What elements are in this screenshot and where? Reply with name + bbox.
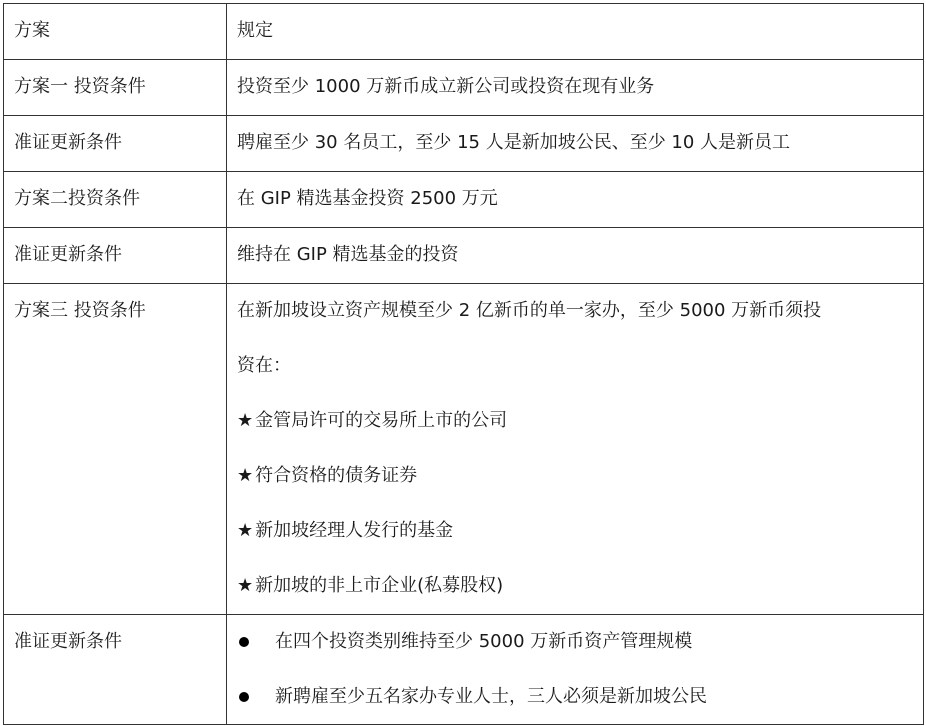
row-text-cell: [227, 116, 924, 172]
row-text: 维持在 GIP 精选基金的投资: [237, 244, 459, 265]
plan3-line1: 在新加坡设立资产规模至少 2 亿新币的单一家办，至少 5000 万新币须投: [237, 300, 822, 321]
row-label: 方案一 投资条件: [14, 76, 146, 97]
bullet-item-text: 在四个投资类别维持至少 5000 万新币资产管理规模: [275, 631, 693, 652]
star-list-item: [237, 394, 923, 449]
bullet-icon: [239, 637, 249, 647]
plan3-line2: 资在：: [237, 355, 291, 376]
star-item-text: 金管局许可的交易所上市的公司: [255, 410, 508, 431]
star-list-item: [237, 504, 923, 559]
row-label: 方案二投资条件: [14, 188, 140, 209]
row-label: 方案三 投资条件: [14, 300, 146, 321]
row-label: 准证更新条件: [14, 631, 122, 652]
row-label-cell: [4, 172, 227, 228]
header-rule-text: 规定: [237, 20, 273, 41]
bullet-list-item: [237, 670, 923, 724]
star-icon: ★: [237, 520, 254, 541]
star-icon: ★: [237, 465, 254, 486]
table-row: [4, 228, 924, 284]
plan3-text-cell: [227, 284, 924, 615]
star-icon: ★: [237, 575, 254, 596]
table-row: [4, 116, 924, 172]
bullet-list-item: [237, 615, 923, 670]
row-label-cell: [4, 284, 227, 615]
header-plan-text: 方案: [14, 20, 50, 41]
renewal3-text-cell: [227, 615, 924, 725]
row-label-cell: [4, 60, 227, 116]
bullet-icon: [239, 692, 249, 702]
row-label: 准证更新条件: [14, 244, 122, 265]
rules-table: [3, 3, 924, 725]
row-text: 投资至少 1000 万新币成立新公司或投资在现有业务: [237, 76, 655, 97]
header-cell-plan: [4, 4, 227, 60]
table-row-renewal3: [4, 615, 924, 725]
star-item-text: 符合资格的债务证券: [255, 465, 418, 486]
star-item-text: 新加坡经理人发行的基金: [255, 520, 454, 541]
row-label: 准证更新条件: [14, 132, 122, 153]
table-row: [4, 172, 924, 228]
bullet-item-text: 新聘雇至少五名家办专业人士，三人必须是新加坡公民: [275, 686, 707, 707]
row-text-cell: [227, 60, 924, 116]
row-text: 聘雇至少 30 名员工，至少 15 人是新加坡公民、至少 10 人是新员工: [237, 132, 791, 153]
row-text: 在 GIP 精选基金投资 2500 万元: [237, 188, 498, 209]
row-text-cell: [227, 228, 924, 284]
star-list-item: [237, 449, 923, 504]
star-list-item: [237, 559, 923, 614]
star-item-text: 新加坡的非上市企业(私募股权): [255, 575, 504, 596]
row-text-cell: [227, 172, 924, 228]
star-icon: ★: [237, 410, 254, 431]
row-label-cell: [4, 116, 227, 172]
row-label-cell: [4, 228, 227, 284]
table-row: [4, 60, 924, 116]
row-label-cell: [4, 615, 227, 725]
header-cell-rule: [227, 4, 924, 60]
table-row-plan3: [4, 284, 924, 615]
table-header-row: [4, 4, 924, 60]
